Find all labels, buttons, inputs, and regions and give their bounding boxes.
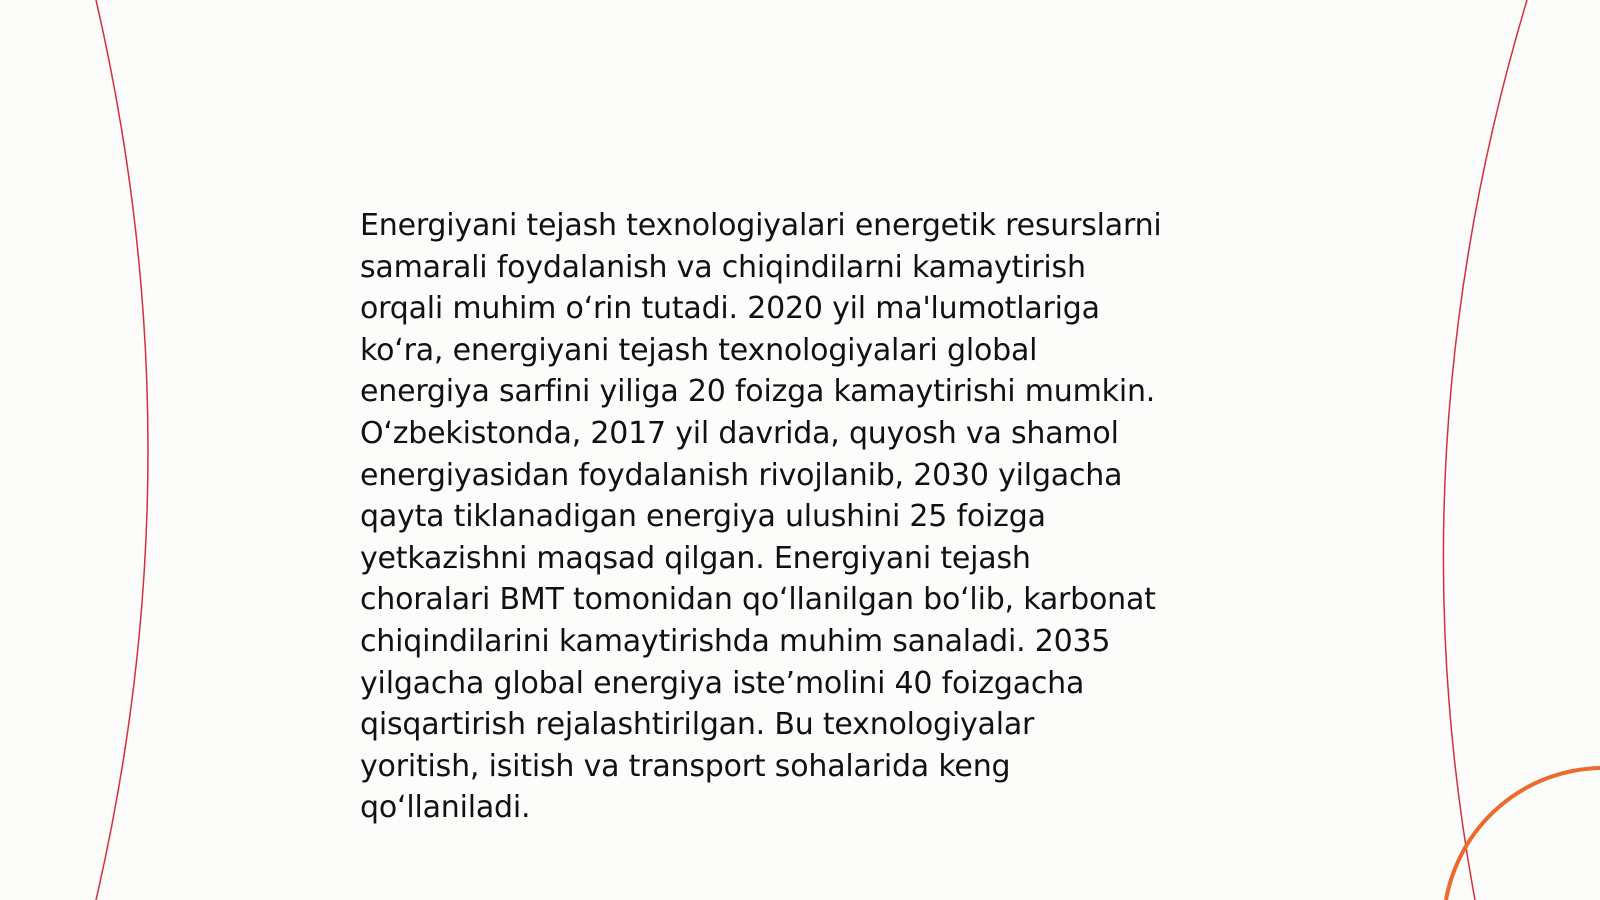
right-decorative-curve xyxy=(1443,0,1527,900)
orange-arc-decoration xyxy=(1446,768,1600,900)
left-decorative-curve xyxy=(96,0,148,900)
body-paragraph: Energiyani tejash texnologiyalari energetik resurslarni samarali foydalanish va chiqindilarni kamaytirish orqali muhim o‘rin tutadi. 2020 yil ma'lumotlariga ko‘ra, energiyani tejash texnologiyalari global energiya sarfini yiliga 20 foizga kamaytirishi mumkin. O‘zbekistonda, 2017 yil davrida, quyosh va shamol energiyasidan foydalanish rivojlanib, 2030 yilgacha qayta tiklanadigan energiya ulushini 25 foizga yetkazishni maqsad qilgan. Energiyani tejash choralari BMT tomonidan qo‘llanilgan bo‘lib, karbonat chiqindilarini kamaytirishda muhim sanaladi. 2035 yilgacha global energiya iste’molini 40 foizgacha qisqartirish rejalashtirilgan. Bu texnologiyalar yoritish, isitish va transport sohalarida keng qo‘llaniladi. xyxy=(360,208,1162,826)
